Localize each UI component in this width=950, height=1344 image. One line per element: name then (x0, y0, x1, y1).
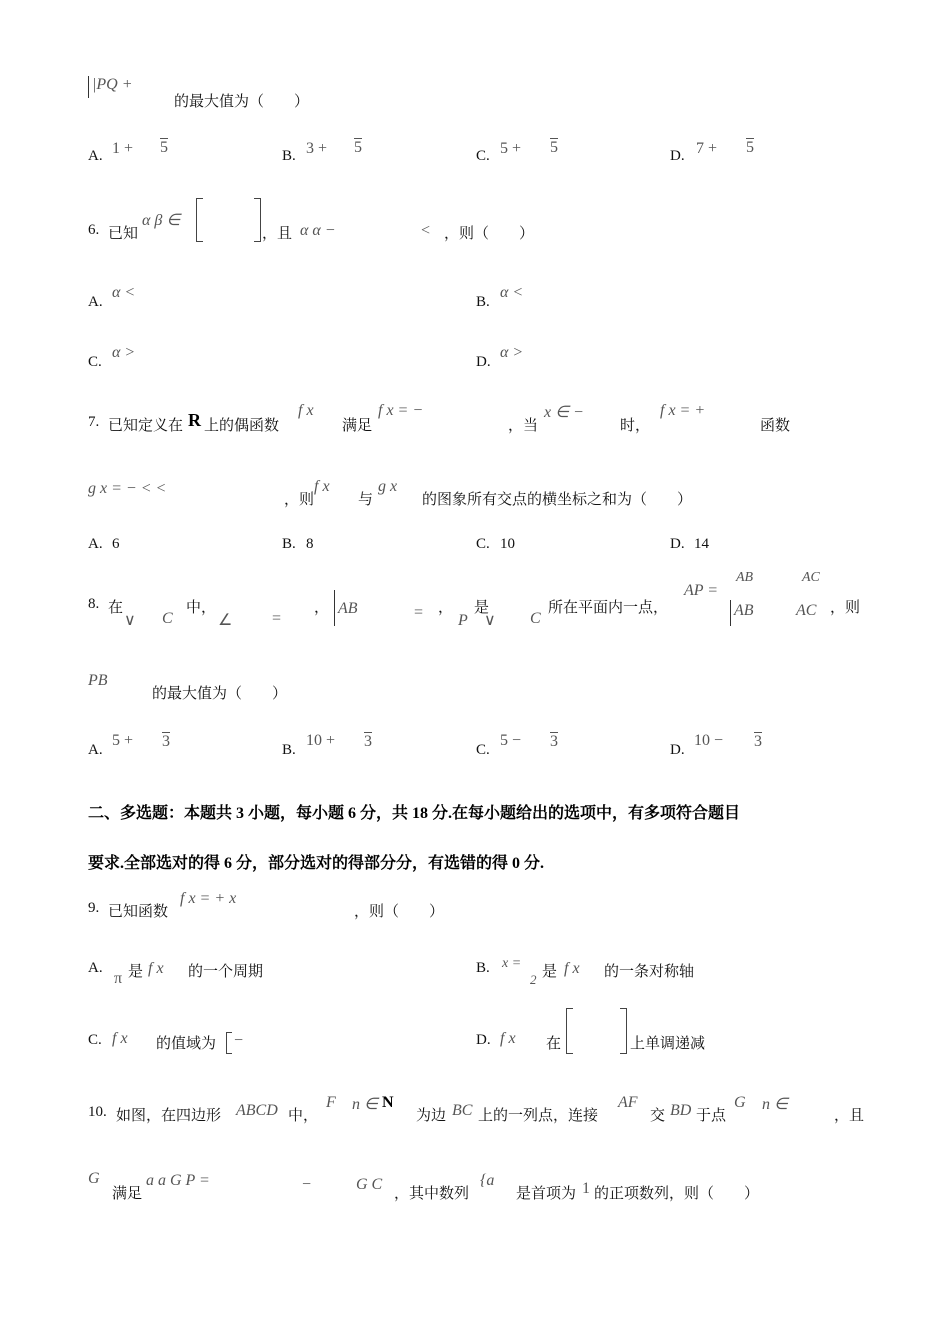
q10-math: ABCD (236, 1102, 278, 1119)
q10-math: n ∈ (762, 1096, 788, 1113)
angle-symbol: ∠ (218, 612, 233, 629)
q10-math: G C (356, 1176, 383, 1193)
q5-option-label: A. (88, 148, 103, 164)
q5-option-label: B. (282, 148, 296, 164)
q9-text: 已知函数 (108, 904, 169, 920)
abs-bar (334, 590, 335, 626)
q7-text: 的图象所有交点的横坐标之和为（ ） (422, 492, 693, 508)
q7-math: f x = − (378, 402, 424, 419)
q7-text: ，则 (284, 492, 315, 508)
q5-stem-text: 的最大值为（ ） (174, 94, 310, 110)
option-text: 的一条对称轴 (604, 964, 695, 980)
q10-math: a a G P = (146, 1172, 210, 1189)
q7-text: ，当 (508, 418, 539, 434)
option-label: B. (476, 960, 490, 976)
left-bracket (196, 198, 203, 242)
fraction-denominator: 2 (530, 972, 537, 987)
q8-math: C (530, 610, 541, 627)
q10-text: 中， (288, 1108, 319, 1124)
q8-option-root: 3 (754, 733, 762, 750)
vector-pb: PB (88, 672, 108, 689)
option-label: A. (88, 960, 103, 976)
q10-text: 上的一列点，连接 (478, 1108, 599, 1124)
pi-symbol: π (114, 970, 123, 987)
q7-text: 时， (620, 418, 651, 434)
q6-math: α β ∈ (142, 212, 181, 229)
q9-text: ，则（ ） (354, 904, 445, 920)
q5-stem-math: |PQ + (92, 76, 133, 93)
q8-option-root: 3 (364, 733, 372, 750)
q7-option-label: D. (670, 536, 685, 552)
q8-option-math: 5 − (500, 732, 522, 749)
q5-option-math: 7 + (696, 140, 718, 157)
q7-option-value: 10 (500, 536, 515, 552)
q7-math: g x = − < < (88, 480, 167, 497)
abs-bar (88, 76, 89, 98)
vector-ab: AB (338, 600, 358, 617)
q6-text: ，则（ ） (444, 226, 535, 242)
q6-option-label: C. (88, 354, 102, 370)
q6-option-math: α < (112, 284, 136, 301)
q8-text: ， (438, 600, 454, 616)
section-heading: 二、多选题：本题共 3 小题，每小题 6 分，共 18 分.在每小题给出的选项中，有多项符合题目 (88, 805, 741, 822)
q5-option-root: 5 (354, 139, 362, 156)
q8-option-math: 10 − (694, 732, 724, 749)
q6-option-math: α < (500, 284, 524, 301)
option-label: C. (88, 1032, 102, 1048)
q10-text: ，其中数列 (394, 1186, 470, 1202)
q6-option-label: B. (476, 294, 490, 310)
q6-number: 6. (88, 222, 100, 238)
left-bracket (566, 1008, 573, 1054)
q10-math: 1 (582, 1180, 590, 1197)
q6-option-math: α > (500, 344, 524, 361)
q10-math: BD (670, 1102, 692, 1119)
q8-option-label: B. (282, 742, 296, 758)
option-math: f x (500, 1030, 516, 1047)
q10-math: {a (480, 1172, 495, 1189)
point-p: P (458, 612, 468, 629)
q5-option-root: 5 (746, 139, 754, 156)
q5-option-root: 5 (160, 139, 168, 156)
option-label: D. (476, 1032, 491, 1048)
q7-math: f x (298, 402, 314, 419)
q8-text: 的最大值为（ ） (152, 686, 288, 702)
naturals-symbol: N (382, 1094, 394, 1111)
q10-math: − (302, 1176, 312, 1193)
q10-text: 为边 (416, 1108, 447, 1124)
q7-text: 已知定义在 (108, 418, 184, 434)
q10-text: 满足 (112, 1186, 143, 1202)
q8-text: 是 (474, 600, 490, 616)
q8-option-math: 10 + (306, 732, 336, 749)
q7-number: 7. (88, 414, 100, 430)
q10-math: G (734, 1094, 746, 1111)
q8-math: = (414, 604, 424, 621)
q7-text: 与 (358, 492, 374, 508)
q9-number: 9. (88, 900, 100, 916)
q6-math: < (420, 222, 431, 239)
vector-ap: AP = (684, 582, 719, 599)
option-text: 的值域为 (156, 1036, 217, 1052)
q8-text: ， (314, 600, 330, 616)
q6-option-math: α > (112, 344, 136, 361)
option-text: 是 (128, 964, 144, 980)
q7-math: x ∈ − (544, 404, 584, 421)
q10-number: 10. (88, 1104, 107, 1120)
right-bracket (254, 198, 261, 242)
q10-text: 交 (650, 1108, 666, 1124)
option-math: f x (564, 960, 580, 977)
q5-option-math: 3 + (306, 140, 328, 157)
q10-math: G (88, 1170, 100, 1187)
q8-option-label: C. (476, 742, 490, 758)
q10-text: 于点 (696, 1108, 727, 1124)
q6-text: ，且 (262, 226, 293, 242)
q8-math: C (162, 610, 173, 627)
option-math: x = (502, 956, 522, 971)
triangle-symbol: ∨ (484, 612, 496, 629)
vector-ab-denominator: AB (734, 602, 754, 619)
q10-math: n ∈ (352, 1096, 378, 1113)
option-text: 的一个周期 (188, 964, 264, 980)
q8-option-label: A. (88, 742, 103, 758)
q8-number: 8. (88, 596, 100, 612)
q7-text: 上的偶函数 (204, 418, 280, 434)
q8-text: 所在平面内一点， (548, 600, 669, 616)
q7-math: f x = + (660, 402, 706, 419)
option-math: f x (112, 1030, 128, 1047)
q8-option-math: 5 + (112, 732, 134, 749)
q5-option-label: D. (670, 148, 685, 164)
q10-text: 如图，在四边形 (116, 1108, 222, 1124)
q8-option-root: 3 (162, 733, 170, 750)
option-text: 上单调递减 (630, 1036, 706, 1052)
q10-text: 的正项数列，则（ ） (594, 1186, 760, 1202)
vector-ac-numerator: AC (802, 570, 820, 585)
q6-option-label: D. (476, 354, 491, 370)
right-bracket (620, 1008, 627, 1054)
q10-math: F (326, 1094, 336, 1111)
q5-option-root: 5 (550, 139, 558, 156)
q10-text: ，且 (834, 1108, 865, 1124)
q5-option-label: C. (476, 148, 490, 164)
q10-math: AF (618, 1094, 638, 1111)
q8-text: ，则 (830, 600, 861, 616)
q7-option-value: 8 (306, 536, 314, 552)
q8-option-label: D. (670, 742, 685, 758)
triangle-symbol: ∨ (124, 612, 136, 629)
q9-math: f x = + x (180, 890, 237, 907)
q7-math: f x (314, 478, 330, 495)
q7-option-label: C. (476, 536, 490, 552)
q7-math: g x (378, 478, 398, 495)
q10-math: BC (452, 1102, 473, 1119)
q7-text: 函数 (760, 418, 791, 434)
vector-ab-numerator: AB (736, 570, 754, 585)
section-heading-continued: 要求.全部选对的得 6 分，部分选对的得部分分，有选错的得 0 分. (88, 855, 545, 872)
q5-option-math: 1 + (112, 140, 134, 157)
q5-option-math: 5 + (500, 140, 522, 157)
vector-ac-denominator: AC (796, 602, 817, 619)
q7-option-value: 6 (112, 536, 120, 552)
q8-math: = (272, 610, 282, 627)
option-math: f x (148, 960, 164, 977)
q7-option-label: A. (88, 536, 103, 552)
q8-text: 中， (186, 600, 217, 616)
q6-math: α α − (300, 222, 336, 239)
option-math: − (234, 1032, 244, 1049)
q8-text: 在 (108, 600, 124, 616)
real-set-symbol: R (188, 410, 201, 430)
q7-text: 满足 (342, 418, 373, 434)
q7-option-label: B. (282, 536, 296, 552)
option-text: 在 (546, 1036, 562, 1052)
left-bracket (226, 1032, 232, 1054)
q10-text: 是首项为 (516, 1186, 577, 1202)
option-text: 是 (542, 964, 558, 980)
q7-option-value: 14 (694, 536, 709, 552)
q6-option-label: A. (88, 294, 103, 310)
q8-option-root: 3 (550, 733, 558, 750)
q6-text: 已知 (108, 226, 139, 242)
abs-bar (730, 600, 731, 626)
